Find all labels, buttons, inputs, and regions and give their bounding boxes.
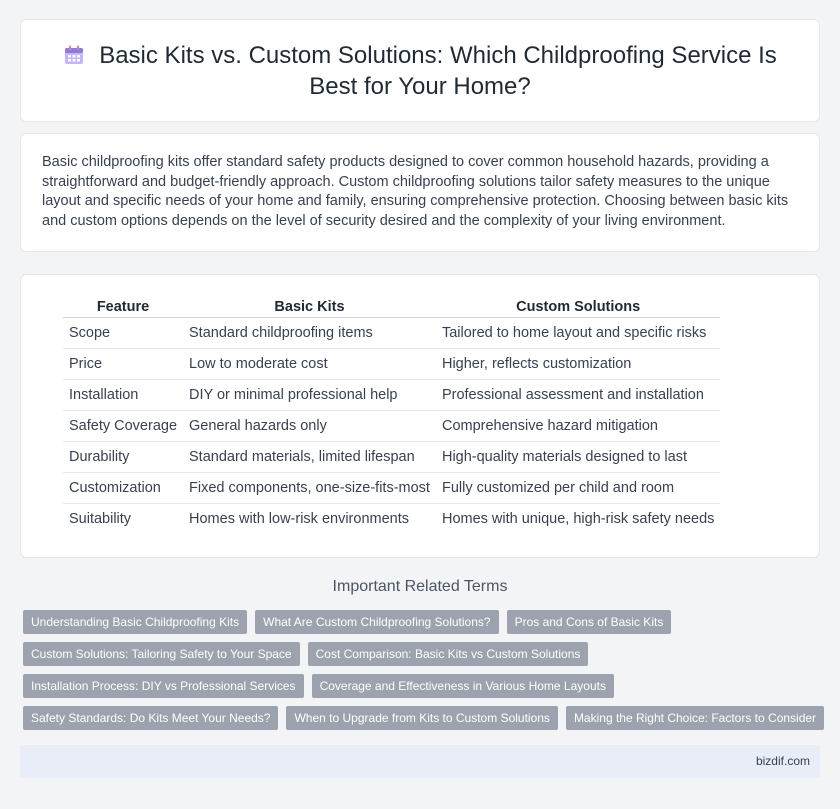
table-row	[63, 441, 720, 472]
cell-feature: Price	[63, 348, 183, 379]
cell-basic: Fixed components, one-size-fits-most	[183, 472, 436, 503]
calendar-icon	[63, 44, 85, 66]
header-custom-solutions: Custom Solutions	[436, 297, 720, 317]
cell-custom: Homes with unique, high-risk safety needs	[441, 510, 715, 527]
tag-row	[23, 706, 823, 730]
related-term-tag[interactable]: Cost Comparison: Basic Kits vs Custom Solutions	[308, 642, 589, 666]
cell-basic: Homes with low-risk environments	[189, 510, 409, 527]
page-title-text: Basic Kits vs. Custom Solutions: Which Childproofing Service Is Best for Your Home?	[99, 41, 777, 100]
related-term-tag[interactable]: Pros and Cons of Basic Kits	[507, 610, 672, 634]
related-term-tag[interactable]: When to Upgrade from Kits to Custom Solutions	[286, 706, 557, 730]
related-term-tag[interactable]: Understanding Basic Childproofing Kits	[23, 610, 247, 634]
cell-feature: Installation	[63, 379, 183, 410]
tag-row	[23, 610, 823, 634]
cell-custom: Fully customized per child and room	[436, 472, 720, 503]
cell-feature: Suitability	[69, 510, 132, 527]
cell-feature: Scope	[63, 317, 183, 348]
cell-custom: Professional assessment and installation	[436, 379, 720, 410]
cell-custom: Comprehensive hazard mitigation	[436, 410, 720, 441]
table-row	[63, 472, 720, 503]
related-term-tag[interactable]: What Are Custom Childproofing Solutions?	[255, 610, 498, 634]
cell-basic: Standard materials, limited lifespan	[183, 441, 436, 472]
related-term-tag[interactable]: Making the Right Choice: Factors to Consider	[566, 706, 824, 730]
footer-site[interactable]: bizdif.com	[755, 754, 810, 768]
tag-row	[23, 642, 823, 666]
related-terms-title: Important Related Terms	[332, 578, 508, 595]
header-basic-kits: Basic Kits	[183, 297, 436, 317]
comparison-table	[63, 297, 720, 534]
table-header-row	[63, 297, 720, 317]
table-row	[63, 317, 720, 348]
comparison-card	[20, 274, 820, 558]
page-title	[61, 40, 779, 102]
table-row	[63, 348, 720, 379]
cell-basic: DIY or minimal professional help	[183, 379, 436, 410]
cell-feature: Customization	[63, 472, 183, 503]
related-term-tag[interactable]: Installation Process: DIY vs Professional Services	[23, 674, 304, 698]
cell-basic: Standard childproofing items	[183, 317, 436, 348]
related-term-tag[interactable]: Safety Standards: Do Kits Meet Your Needs?	[23, 706, 278, 730]
header-card	[20, 19, 820, 122]
table-row	[63, 503, 720, 534]
cell-basic: Low to moderate cost	[183, 348, 436, 379]
related-term-tag[interactable]: Coverage and Effectiveness in Various Home Layouts	[312, 674, 614, 698]
table-row	[63, 379, 720, 410]
cell-basic: General hazards only	[183, 410, 436, 441]
header-feature: Feature	[63, 297, 183, 317]
related-terms-list	[23, 610, 823, 738]
cell-custom: High-quality materials designed to last	[436, 441, 720, 472]
related-term-tag[interactable]: Custom Solutions: Tailoring Safety to Your Space	[23, 642, 300, 666]
table-row	[63, 410, 720, 441]
intro-card	[20, 133, 820, 252]
cell-feature: Durability	[63, 441, 183, 472]
tag-row	[23, 674, 823, 698]
intro-paragraph: Basic childproofing kits offer standard safety products designed to cover common household hazards, providing a straightforward and budget-friendly approach. Custom childproofing solutions tailor safety measures to the unique layout and specific needs of your home and family, ensuring comprehensive protection. Choosing between basic kits and custom options depends on the level of security desired and the complexity of your living environment.	[42, 154, 789, 229]
footer	[20, 745, 820, 778]
cell-custom: Tailored to home layout and specific risks	[436, 317, 720, 348]
cell-custom: Higher, reflects customization	[436, 348, 720, 379]
cell-feature: Safety Coverage	[63, 410, 183, 441]
